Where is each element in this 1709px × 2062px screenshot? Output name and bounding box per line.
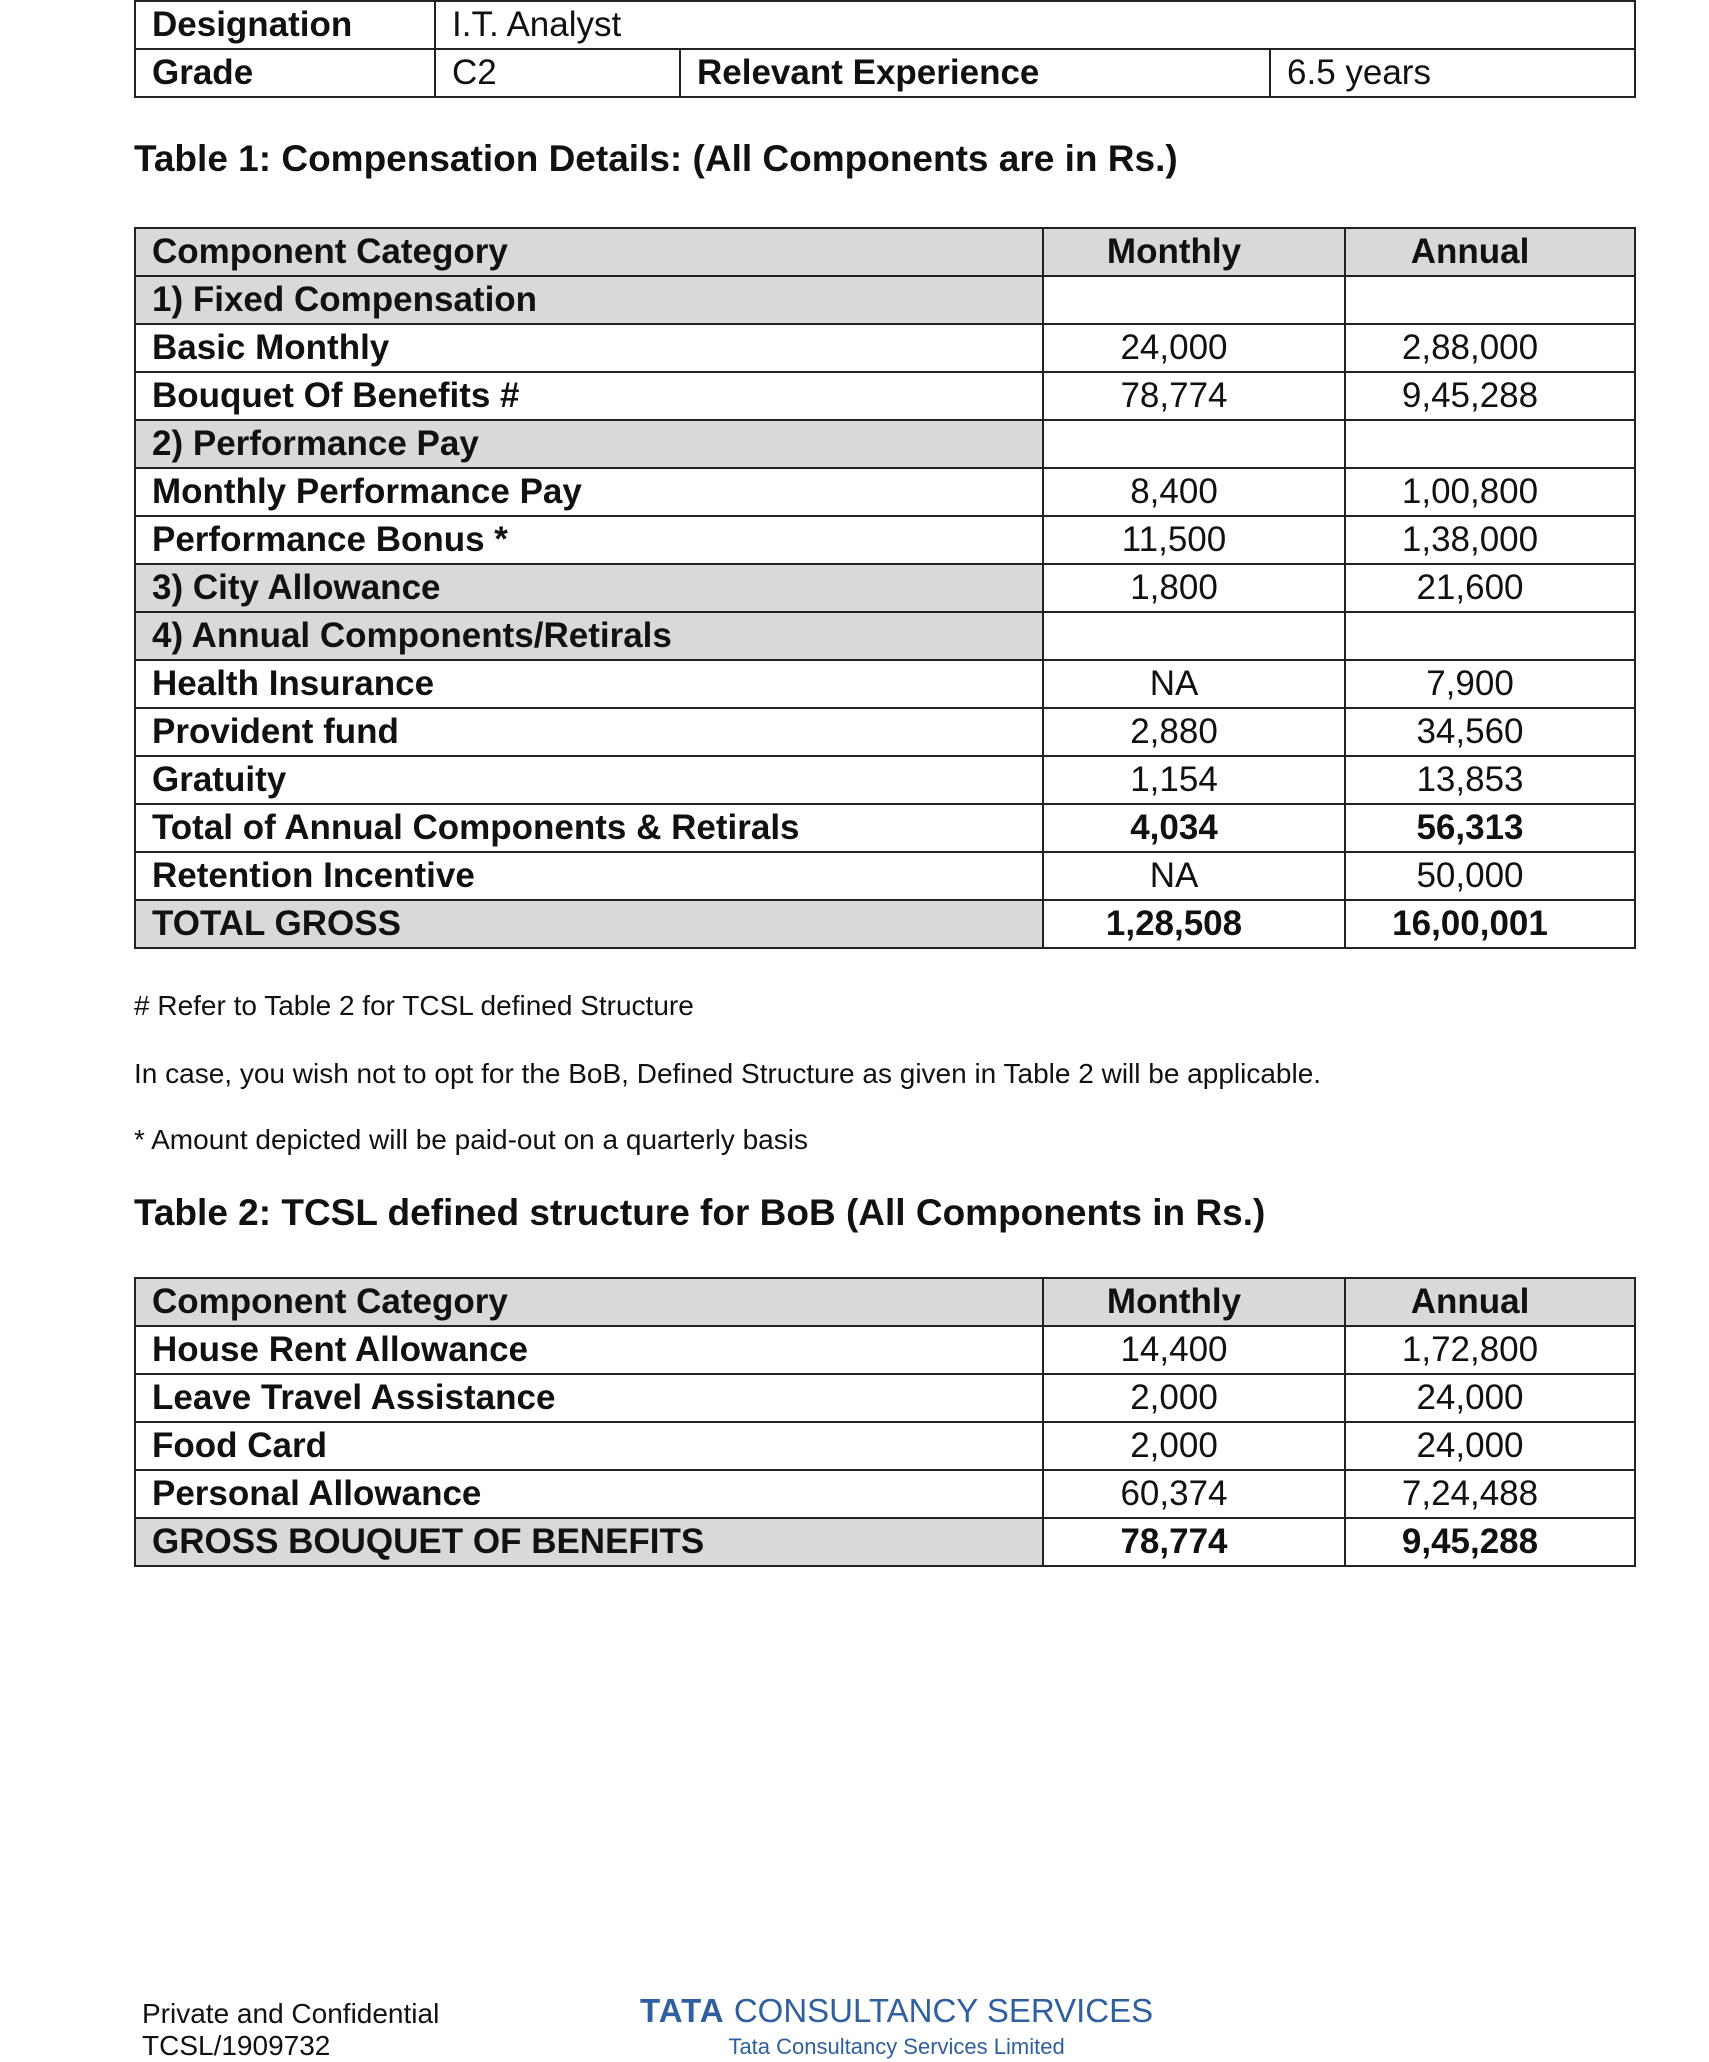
row-category: Monthly Performance Pay bbox=[135, 468, 1043, 516]
row-annual: 56,313 bbox=[1345, 804, 1635, 852]
row-annual: 1,38,000 bbox=[1345, 516, 1635, 564]
header-monthly: Monthly bbox=[1043, 228, 1345, 276]
grade-value: C2 bbox=[435, 49, 680, 97]
table-row bbox=[135, 420, 1635, 468]
table-row bbox=[135, 612, 1635, 660]
row-category: 1) Fixed Compensation bbox=[135, 276, 1043, 324]
header-category: Component Category bbox=[135, 228, 1043, 276]
table-row bbox=[135, 468, 1635, 516]
header-annual: Annual bbox=[1345, 228, 1635, 276]
experience-value: 6.5 years bbox=[1270, 49, 1635, 97]
row-annual: 21,600 bbox=[1345, 564, 1635, 612]
row-annual: 50,000 bbox=[1345, 852, 1635, 900]
row-category: Health Insurance bbox=[135, 660, 1043, 708]
row-annual: 34,560 bbox=[1345, 708, 1635, 756]
table-row bbox=[135, 660, 1635, 708]
row-monthly: 8,400 bbox=[1043, 468, 1345, 516]
row-monthly: 14,400 bbox=[1043, 1326, 1345, 1374]
table-row bbox=[135, 372, 1635, 420]
bob-structure-table bbox=[134, 1277, 1636, 1567]
tcs-logo-wordmark bbox=[640, 1992, 1153, 2030]
row-category: Leave Travel Assistance bbox=[135, 1374, 1043, 1422]
row-annual bbox=[1345, 420, 1635, 468]
footer-ref: TCSL/1909732 bbox=[142, 2030, 331, 2061]
table-row bbox=[135, 852, 1635, 900]
row-category: 2) Performance Pay bbox=[135, 420, 1043, 468]
row-monthly: 78,774 bbox=[1043, 1518, 1345, 1566]
row-category: 4) Annual Components/Retirals bbox=[135, 612, 1043, 660]
row-annual bbox=[1345, 612, 1635, 660]
row-monthly: 60,374 bbox=[1043, 1470, 1345, 1518]
employee-info-table bbox=[134, 0, 1636, 98]
table2-header-row bbox=[135, 1278, 1635, 1326]
row-annual: 7,900 bbox=[1345, 660, 1635, 708]
row-monthly bbox=[1043, 276, 1345, 324]
table-row bbox=[135, 516, 1635, 564]
row-monthly: 24,000 bbox=[1043, 324, 1345, 372]
row-annual: 13,853 bbox=[1345, 756, 1635, 804]
grade-label: Grade bbox=[135, 49, 435, 97]
table-row bbox=[135, 276, 1635, 324]
table-row bbox=[135, 804, 1635, 852]
experience-label: Relevant Experience bbox=[680, 49, 1270, 97]
designation-value: I.T. Analyst bbox=[435, 1, 1635, 49]
row-monthly: NA bbox=[1043, 660, 1345, 708]
row-category: Provident fund bbox=[135, 708, 1043, 756]
header-monthly: Monthly bbox=[1043, 1278, 1345, 1326]
row-category: House Rent Allowance bbox=[135, 1326, 1043, 1374]
row-monthly: NA bbox=[1043, 852, 1345, 900]
row-annual: 2,88,000 bbox=[1345, 324, 1635, 372]
row-monthly bbox=[1043, 612, 1345, 660]
header-annual: Annual bbox=[1345, 1278, 1635, 1326]
row-annual: 9,45,288 bbox=[1345, 372, 1635, 420]
table1-header-row bbox=[135, 228, 1635, 276]
tcs-logo-rest: CONSULTANCY SERVICES bbox=[733, 1992, 1154, 2029]
grade-row bbox=[135, 49, 1635, 97]
row-category: TOTAL GROSS bbox=[135, 900, 1043, 948]
footer-confidential-block bbox=[142, 1998, 439, 2062]
table-row bbox=[135, 1470, 1635, 1518]
row-monthly: 2,000 bbox=[1043, 1374, 1345, 1422]
table1-caption: Table 1: Compensation Details: (All Components are in Rs.) bbox=[134, 138, 1178, 179]
row-monthly: 11,500 bbox=[1043, 516, 1345, 564]
row-annual: 7,24,488 bbox=[1345, 1470, 1635, 1518]
row-annual: 24,000 bbox=[1345, 1422, 1635, 1470]
designation-label: Designation bbox=[135, 1, 435, 49]
row-category: Food Card bbox=[135, 1422, 1043, 1470]
tcs-logo bbox=[640, 1992, 1153, 2060]
row-category: Basic Monthly bbox=[135, 324, 1043, 372]
table-row bbox=[135, 1374, 1635, 1422]
row-annual: 1,72,800 bbox=[1345, 1326, 1635, 1374]
note-table2-reference: # Refer to Table 2 for TCSL defined Structure bbox=[134, 990, 694, 1021]
row-monthly: 2,880 bbox=[1043, 708, 1345, 756]
header-category: Component Category bbox=[135, 1278, 1043, 1326]
footer-confidential: Private and Confidential bbox=[142, 1998, 440, 2029]
gross-bob-row bbox=[135, 1518, 1635, 1566]
table-row bbox=[135, 564, 1635, 612]
note-bob-opt-out: In case, you wish not to opt for the BoB, Defined Structure as given in Table 2 will be applicable. bbox=[134, 1058, 1322, 1089]
row-monthly: 2,000 bbox=[1043, 1422, 1345, 1470]
table-row bbox=[135, 708, 1635, 756]
table2-caption: Table 2: TCSL defined structure for BoB (All Components in Rs.) bbox=[134, 1192, 1266, 1233]
row-annual: 9,45,288 bbox=[1345, 1518, 1635, 1566]
table-row bbox=[135, 1326, 1635, 1374]
row-category: Bouquet Of Benefits # bbox=[135, 372, 1043, 420]
row-annual: 24,000 bbox=[1345, 1374, 1635, 1422]
row-monthly: 1,800 bbox=[1043, 564, 1345, 612]
designation-row bbox=[135, 1, 1635, 49]
tcs-logo-tata: TATA bbox=[640, 1992, 725, 2029]
tcs-logo-sub: Tata Consultancy Services Limited bbox=[728, 2034, 1065, 2059]
row-annual bbox=[1345, 276, 1635, 324]
row-annual: 1,00,800 bbox=[1345, 468, 1635, 516]
row-monthly bbox=[1043, 420, 1345, 468]
row-annual: 16,00,001 bbox=[1345, 900, 1635, 948]
row-monthly: 4,034 bbox=[1043, 804, 1345, 852]
note-quarterly: * Amount depicted will be paid-out on a quarterly basis bbox=[134, 1124, 808, 1155]
row-category: GROSS BOUQUET OF BENEFITS bbox=[135, 1518, 1043, 1566]
row-category: Performance Bonus * bbox=[135, 516, 1043, 564]
row-monthly: 1,154 bbox=[1043, 756, 1345, 804]
row-category: Gratuity bbox=[135, 756, 1043, 804]
table-row bbox=[135, 756, 1635, 804]
compensation-table bbox=[134, 227, 1636, 949]
row-category: Retention Incentive bbox=[135, 852, 1043, 900]
row-monthly: 78,774 bbox=[1043, 372, 1345, 420]
table-row bbox=[135, 324, 1635, 372]
total-gross-row bbox=[135, 900, 1635, 948]
row-monthly: 1,28,508 bbox=[1043, 900, 1345, 948]
table-row bbox=[135, 1422, 1635, 1470]
row-category: Total of Annual Components & Retirals bbox=[135, 804, 1043, 852]
row-category: Personal Allowance bbox=[135, 1470, 1043, 1518]
row-category: 3) City Allowance bbox=[135, 564, 1043, 612]
